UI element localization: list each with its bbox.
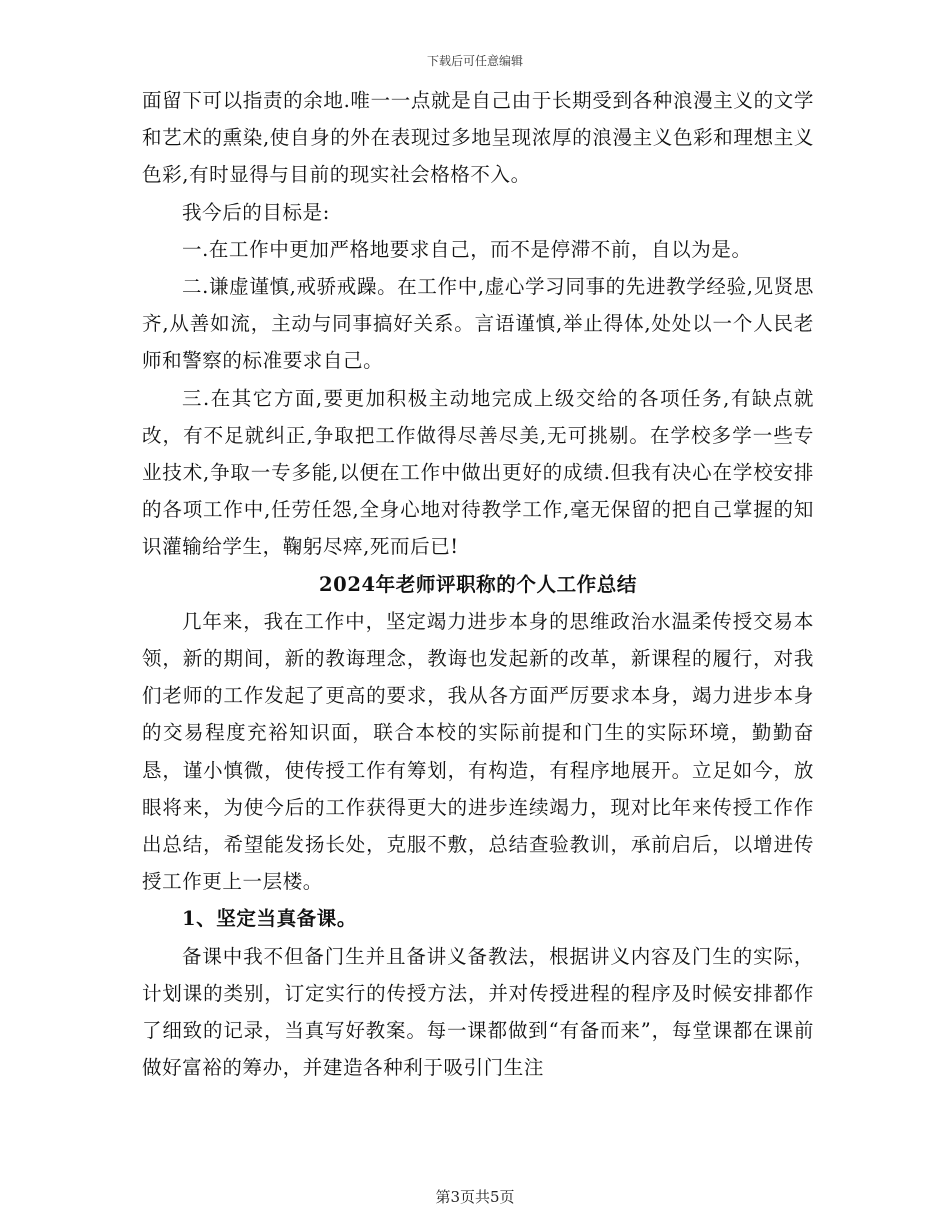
lesson-prep-paragraph: 备课中我不但备门生并且备讲义备教法，根据讲义内容及门生的实际，计划课的类别，订定实行的传授方法，并对传授进程的程序及时候安排都作了细致的记录，当真写好教案。每一课都做到“有备而来”，每堂课都在课前做好富裕的筹办，并建造各种利于吸引门生注 <box>142 944 814 1080</box>
section-title: 2024年老师评职称的个人工作总结 <box>319 572 637 596</box>
page-header: 下载后可任意编辑 <box>426 54 523 68</box>
subheading-lesson-prep: 1、坚定当真备课。 <box>182 907 357 931</box>
page-number-footer: 第3页共5页 <box>435 1188 515 1206</box>
goal-item-3: 三.在其它方面,要更加积极主动地完成上级交给的各项任务,有缺点就改，有不足就纠正,争取把工作做得尽善尽美,无可挑剔。在学校多学一些专业技术,争取一专多能,以便在工作中做出更好的成绩.但我有决心在学校安排的各项工作中,任劳任怨,全身心地对待教学工作,毫无保留的把自己掌握的知识灌输给学生，鞠躬尽瘁,死而后已! <box>142 386 814 559</box>
document-body <box>142 82 814 1086</box>
goal-item-1: 一.在工作中更加严格地要求自己，而不是停滞不前，自以为是。 <box>182 237 752 261</box>
continued-paragraph: 面留下可以指责的余地.唯一一点就是自己由于长期受到各种浪漫主义的文学和艺术的熏染,使自身的外在表现过多地呈现浓厚的浪漫主义色彩和理想主义色彩,有时显得与目前的现实社会格格不入。 <box>142 89 814 187</box>
goal-item-2: 二.谦虚谨慎,戒骄戒躁。在工作中,虚心学习同事的先进教学经验,见贤思齐,从善如流，主动与同事搞好关系。言语谨慎,举止得体,处处以一个人民老师和警察的标准要求自己。 <box>142 275 814 373</box>
goals-intro: 我今后的目标是: <box>182 200 330 224</box>
summary-intro-paragraph: 几年来，我在工作中，坚定竭力进步本身的思维政治水温柔传授交易本领，新的期间，新的教诲理念，教诲也发起新的改革，新课程的履行，对我们老师的工作发起了更高的要求，我从各方面严厉要求本身，竭力进步本身的交易程度充裕知识面，联合本校的实际前提和门生的实际环境，勤勤奋恳，谨小慎微，使传授工作有筹划，有构造，有程序地展开。立足如今，放眼将来，为使今后的工作获得更大的进步连续竭力，现对比年来传授工作作出总结，希望能发扬长处，克服不敷，总结查验教训，承前启后，以增进传授工作更上一层楼。 <box>142 609 814 894</box>
